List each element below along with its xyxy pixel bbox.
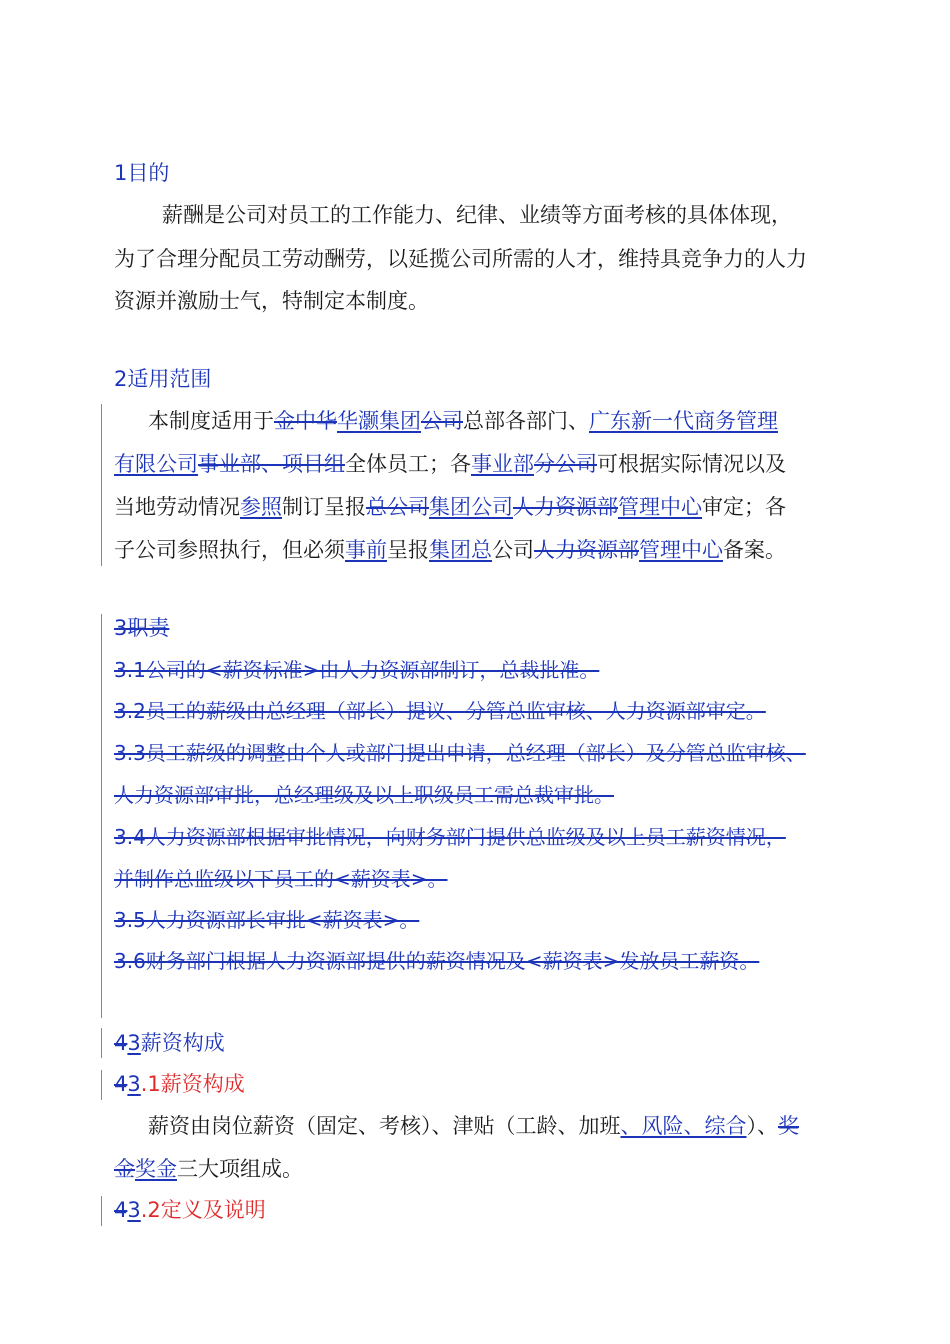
deleted-text: 4 bbox=[114, 1031, 128, 1055]
text-run: 当地劳动情况 bbox=[114, 495, 240, 519]
text-run: ）、 bbox=[746, 1114, 778, 1138]
section-2-line-2 bbox=[114, 449, 786, 479]
change-bar bbox=[101, 404, 102, 566]
text-run: .1薪资构成 bbox=[140, 1072, 245, 1096]
text-run: 呈报 bbox=[387, 538, 429, 562]
subsection-title-2 bbox=[114, 1195, 266, 1225]
text-run: 薪资构成 bbox=[140, 1031, 225, 1055]
deleted-text: 4 bbox=[114, 1198, 128, 1222]
inserted-text: 集团总 bbox=[429, 538, 492, 562]
inserted-text: 集团公司 bbox=[429, 495, 513, 519]
text-run: 可根据实际情况以及 bbox=[597, 452, 786, 476]
text-run: 总部各部门、 bbox=[463, 409, 589, 433]
inserted-text: 有限公司 bbox=[114, 452, 198, 476]
inserted-text: 华灏集团 bbox=[337, 409, 421, 433]
section-3-item: 3.5人力资源部长审批<薪资表>。 bbox=[114, 908, 420, 932]
text-run: 制订呈报 bbox=[282, 495, 366, 519]
text-run: 三大项组成。 bbox=[177, 1157, 303, 1181]
change-bar bbox=[101, 1070, 102, 1100]
inserted-text: 3 bbox=[127, 1198, 141, 1222]
subsection-title-1 bbox=[114, 1069, 245, 1099]
change-bar bbox=[101, 1196, 102, 1226]
deleted-text: 金 bbox=[114, 1157, 135, 1181]
subsection-1-line-2 bbox=[114, 1154, 303, 1184]
section-3-item: 人力资源部审批，总经理级及以上职级员工需总裁审批。 bbox=[114, 783, 614, 807]
section-3-item: 3.1公司的<薪资标准>由人力资源部制订，总裁批准。 bbox=[114, 658, 600, 682]
inserted-text: 参照 bbox=[240, 495, 282, 519]
section-3-item: 3.6财务部门根据人力资源部提供的薪资情况及<薪资表>发放员工薪资。 bbox=[114, 949, 760, 973]
deleted-text: 总公司 bbox=[366, 495, 429, 519]
inserted-text: 事前 bbox=[345, 538, 387, 562]
text-run: 全体员工；各 bbox=[345, 452, 471, 476]
section-3-item: 并制作总监级以下员工的<薪资表>。 bbox=[114, 867, 448, 891]
text-run: 子公司参照执行，但必须 bbox=[114, 538, 345, 562]
inserted-text: 、风险、综合 bbox=[620, 1114, 747, 1138]
section-3-title: 3职责 bbox=[114, 616, 170, 640]
section-3-item: 3.2员工的薪级由总经理（部长）提议、分管总监审核、人力资源部审定。 bbox=[114, 699, 766, 723]
inserted-text: 奖金 bbox=[135, 1157, 177, 1181]
deleted-text: 金中华 bbox=[274, 409, 337, 433]
section-2-title: 2适用范围 bbox=[114, 367, 212, 391]
inserted-text: 管理中心 bbox=[639, 538, 723, 562]
text-run: 公司 bbox=[492, 538, 534, 562]
section-1-para-line-3: 资源并激励士气，特制定本制度。 bbox=[114, 289, 429, 313]
section-3-item: 3.3员工薪级的调整由个人或部门提出申请，总经理（部长）及分管总监审核、 bbox=[114, 741, 806, 765]
inserted-text: 管理中心 bbox=[618, 495, 702, 519]
deleted-text: 事业部、项目组 bbox=[198, 452, 345, 476]
inserted-text: 事业部 bbox=[471, 452, 534, 476]
change-bar bbox=[101, 1028, 102, 1058]
text-run: .2定义及说明 bbox=[140, 1198, 266, 1222]
change-bar bbox=[101, 614, 102, 1018]
section-1-para-line-2: 为了合理分配员工劳动酬劳，以延揽公司所需的人才，维持具竞争力的人力 bbox=[114, 247, 807, 271]
inserted-text: 广东新一代商务管理 bbox=[589, 409, 778, 433]
inserted-text: 3 bbox=[127, 1072, 141, 1096]
deleted-text: 分公司 bbox=[534, 452, 597, 476]
deleted-text: 4 bbox=[114, 1072, 128, 1096]
deleted-text: 公司 bbox=[421, 409, 463, 433]
section-3-item: 3.4人力资源部根据审批情况，向财务部门提供总监级及以上员工薪资情况， bbox=[114, 825, 786, 849]
section-1-title: 1目的 bbox=[114, 161, 170, 185]
inserted-text: 3 bbox=[127, 1031, 141, 1055]
subsection-1-line-1 bbox=[148, 1111, 799, 1141]
deleted-text: 奖 bbox=[778, 1114, 799, 1138]
section-4-title bbox=[114, 1028, 225, 1058]
deleted-text: 人力资源部 bbox=[534, 538, 639, 562]
section-1-para-line-1: 薪酬是公司对员工的工作能力、纪律、业绩等方面考核的具体体现， bbox=[162, 203, 792, 227]
text-run: 薪资由岗位薪资（固定、考核）、津贴（工龄、加班 bbox=[148, 1114, 621, 1138]
text-run: 本制度适用于 bbox=[148, 409, 274, 433]
text-run: 备案。 bbox=[723, 538, 786, 562]
section-2-line-3 bbox=[114, 492, 786, 522]
deleted-text: 人力资源部 bbox=[513, 495, 618, 519]
section-2-line-1 bbox=[148, 406, 778, 436]
text-run: 审定；各 bbox=[702, 495, 786, 519]
section-2-line-4 bbox=[114, 535, 786, 565]
